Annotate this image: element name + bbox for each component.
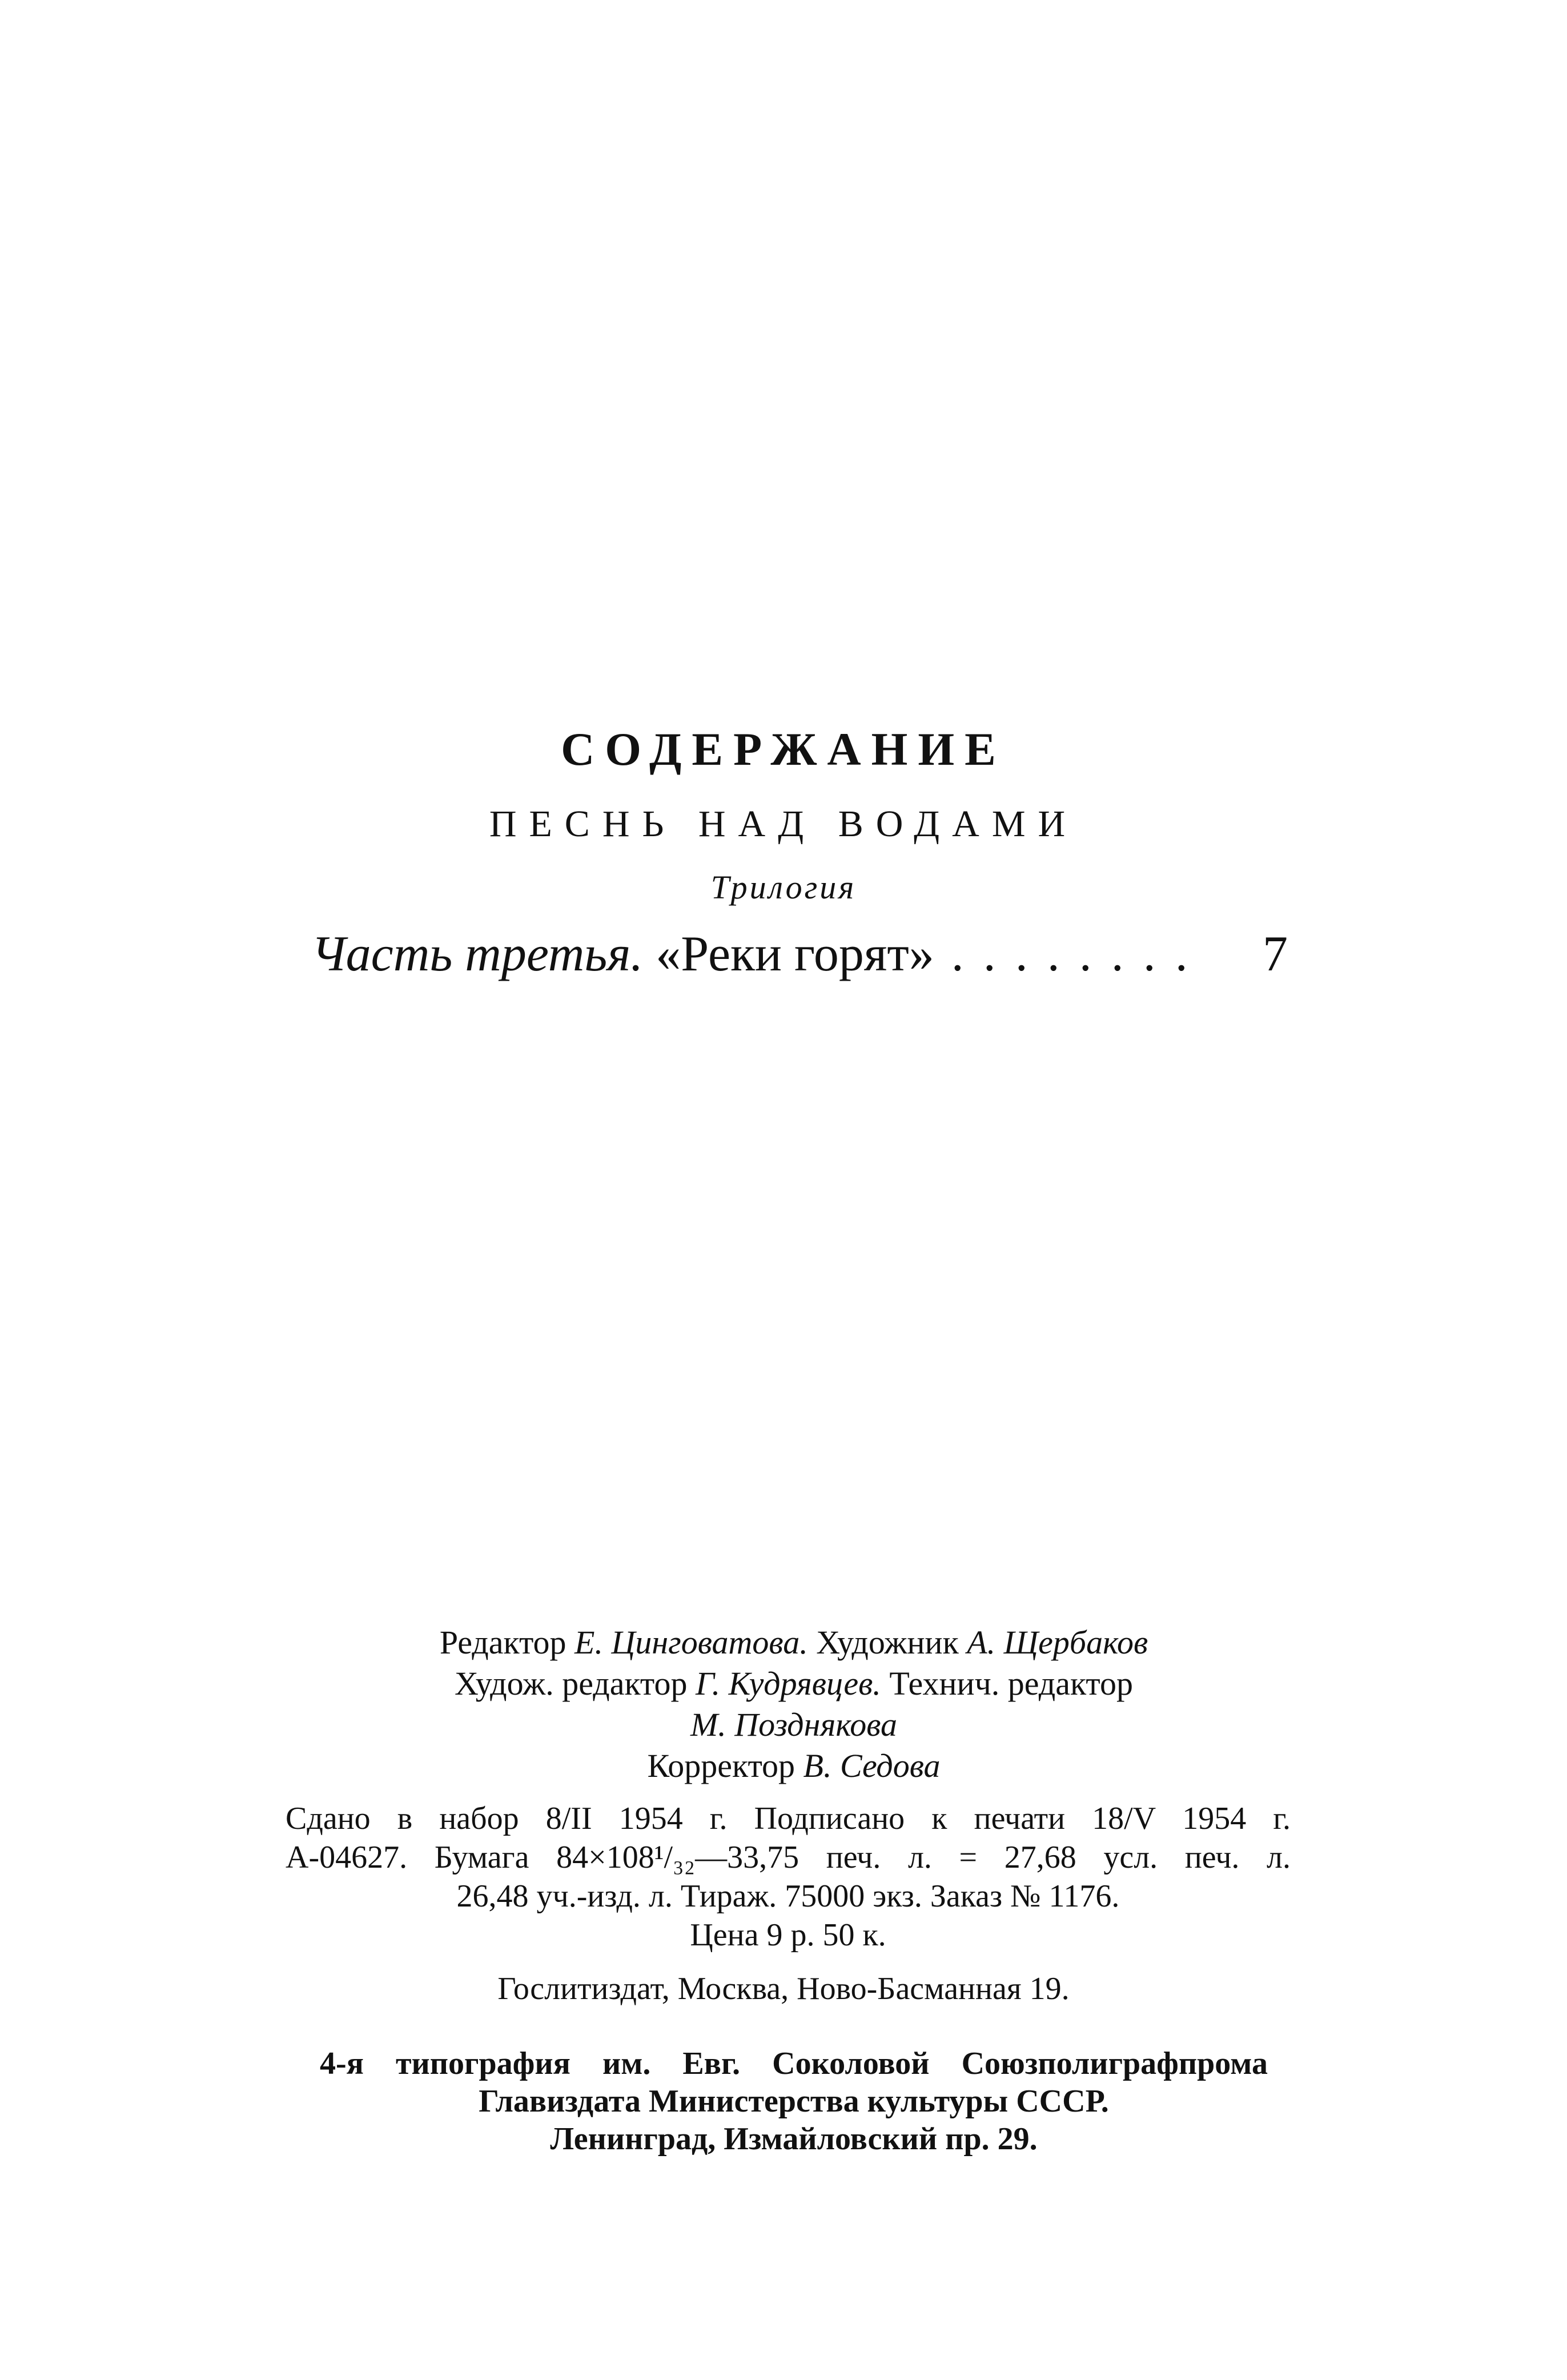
credit-name: М. Позднякова [690, 1706, 898, 1743]
imprint-line: Сдано в набор 8/II 1954 г. Подписано к печати 18/V 1954 г. [286, 1801, 1291, 1836]
work-subtitle: Трилогия [710, 869, 857, 906]
toc-entry-title: «Реки горят» [656, 926, 934, 982]
print-imprint [286, 1799, 1291, 1954]
credit-name: В. Седова [803, 1747, 941, 1784]
imprint-line: 26,48 уч.-изд. л. Тираж. 75000 экз. Заказ № 1176. [456, 1879, 1120, 1914]
toc-entry-page-number: 7 [1263, 926, 1288, 982]
imprint-line: А-04627. Бумага 84×108¹/₃₂—33,75 печ. л. = 27,68 усл. печ. л. [286, 1840, 1291, 1875]
work-title: ПЕСНЬ НАД ВОДАМИ [489, 803, 1078, 845]
credits-line [297, 1745, 1291, 1787]
toc-entry-part: Часть третья. [311, 926, 644, 982]
contents-heading: СОДЕРЖАНИЕ [561, 723, 1006, 775]
credit-name: Е. Цинговатова. [574, 1624, 808, 1661]
imprint-price: Цена 9 р. 50 к. [690, 1917, 886, 1953]
toc-leader-dots: ........ [951, 926, 1207, 982]
credit-name: А. Щербаков [967, 1624, 1148, 1661]
credit-role: Художник [816, 1624, 959, 1661]
publisher-address: Гослитиздат, Москва, Ново-Басманная 19. [497, 1971, 1070, 2006]
credit-role: Корректор [647, 1747, 795, 1784]
printer-line: 4-я типография им. Евг. Соколовой Союзполиграфпрома [320, 2046, 1268, 2081]
credit-role: Худож. редактор [454, 1665, 688, 1702]
editorial-credits [297, 1622, 1291, 1787]
credit-role: Редактор [439, 1624, 566, 1661]
credit-role: Технич. редактор [889, 1665, 1133, 1702]
credit-name: Г. Кудрявцев. [696, 1665, 881, 1702]
toc-entry[interactable] [311, 925, 1288, 983]
credits-line [297, 1622, 1291, 1663]
printer-line: Главиздата Министерства культуры СССР. [479, 2084, 1109, 2119]
printer-info [320, 2045, 1268, 2158]
printer-line: Ленинград, Измайловский пр. 29. [550, 2121, 1038, 2157]
credits-line [297, 1704, 1291, 1745]
credits-line [297, 1663, 1291, 1704]
